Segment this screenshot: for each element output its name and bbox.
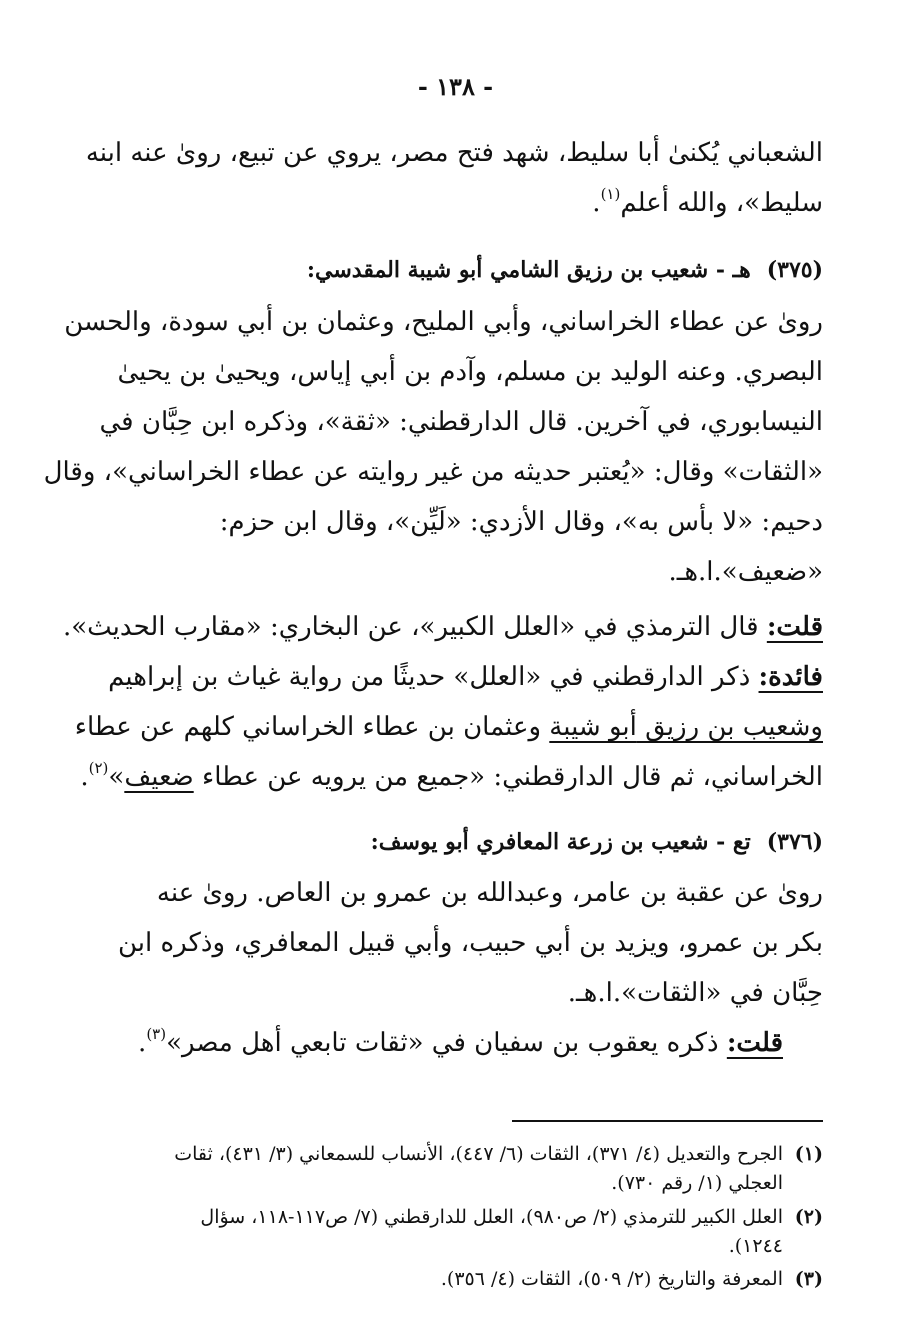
text-line: «ضعيف».ا.هـ.	[668, 557, 823, 587]
footnote-divider	[512, 1120, 823, 1122]
text-line: بكر بن عمرو، ويزيد بن أبي حبيب، وأبي قبيل المعافري، وذكره ابن	[118, 928, 823, 958]
footnote-number: (٣)	[794, 1268, 823, 1290]
entry-number: (٣٧٥)	[766, 257, 823, 283]
qult-label: قلت:	[726, 1028, 783, 1058]
page-number: - ١٣٨ -	[417, 72, 494, 101]
text-line: «الثقات» وقال: «يُعتبر حديثه من غير روايته عن عطاء الخراساني»، وقال	[43, 457, 823, 487]
entry-375-notes	[62, 602, 823, 802]
qult-line: قلت: قال الترمذي في «العلل الكبير»، عن البخاري: «مقارب الحديث».	[62, 612, 823, 642]
entry-title: هـ - شعيب بن رزيق الشامي أبو شيبة المقدسي:	[306, 257, 751, 283]
footnote-2: (٢)العلل الكبير للترمذي (٢/ ص٩٨٠)، العلل للدارقطني (٧/ ص١١٧-١١٨، سؤال ١٢٤٤).	[88, 1203, 823, 1261]
text-line: روىٰ عن عطاء الخراساني، وأبي المليح، وعثمان بن أبي سودة، والحسن	[64, 307, 823, 337]
text-line: البصري. وعنه الوليد بن مسلم، وآدم بن أبي إياس، ويحيىٰ بن يحيىٰ	[117, 357, 823, 387]
entry-heading-375	[88, 250, 823, 290]
entry-number: (٣٧٦)	[766, 829, 823, 855]
footnote-ref[interactable]: (٢)	[88, 759, 109, 777]
continuation-paragraph	[85, 128, 823, 228]
footnote-number: (٢)	[794, 1206, 823, 1228]
footnote-number: (١)	[794, 1143, 823, 1165]
entry-376-body	[88, 868, 823, 1068]
faida-line-2: وشعيب بن رزيق أبو شيبة وعثمان بن عطاء الخراساني كلهم عن عطاء	[74, 712, 823, 742]
footnote-1: (١)الجرح والتعديل (٤/ ٣٧١)، الثقات (٦/ ٤٤٧)، الأنساب للسمعاني (٣/ ٤٣١)، ثقات العجلي (١/ رقم ٧٣٠).	[88, 1140, 823, 1198]
entry-title: تع - شعيب بن زرعة المعافري أبو يوسف:	[370, 829, 751, 855]
footnote-ref[interactable]: (١)	[600, 185, 621, 203]
footnote-ref[interactable]: (٣)	[146, 1025, 167, 1043]
text-line: دحيم: «لا بأس به»، وقال الأزدي: «لَيِّن»، وقال ابن حزم:	[219, 507, 823, 537]
qult-line: قلت: ذكره يعقوب بن سفيان في «ثقات تابعي أهل مصر»$^{(٣)}$.	[138, 1025, 783, 1058]
text-line: الشعباني يُكنىٰ أبا سليط، شهد فتح مصر، يروي عن تبيع، روىٰ عنه ابنه	[85, 138, 823, 168]
text-line: حِبَّان في «الثقات».ا.هـ.	[567, 978, 823, 1008]
faida-line-3: الخراساني، ثم قال الدارقطني: «جميع من يرويه عن عطاء ضعيف»$^{(٢)}$.	[80, 759, 823, 792]
entry-heading-376	[88, 822, 823, 862]
footnote-3: (٣)المعرفة والتاريخ (٢/ ٥٠٩)، الثقات (٤/ ٣٥٦).	[88, 1265, 823, 1294]
faida-line: فائدة: ذكر الدارقطني في «العلل» حديثًا من رواية غياث بن إبراهيم	[108, 662, 823, 692]
entry-375-body	[43, 297, 823, 597]
text-line: روىٰ عن عقبة بن عامر، وعبدالله بن عمرو بن العاص. روىٰ عنه	[156, 878, 823, 908]
text-line: سليط»، والله أعلم$^{(١)}$.	[592, 185, 823, 218]
text-line: النيسابوري، في آخرين. قال الدارقطني: «ثقة»، وذكره ابن حِبَّان في	[99, 407, 823, 437]
qult-label: قلت:	[766, 612, 823, 642]
faida-label: فائدة:	[758, 662, 823, 692]
